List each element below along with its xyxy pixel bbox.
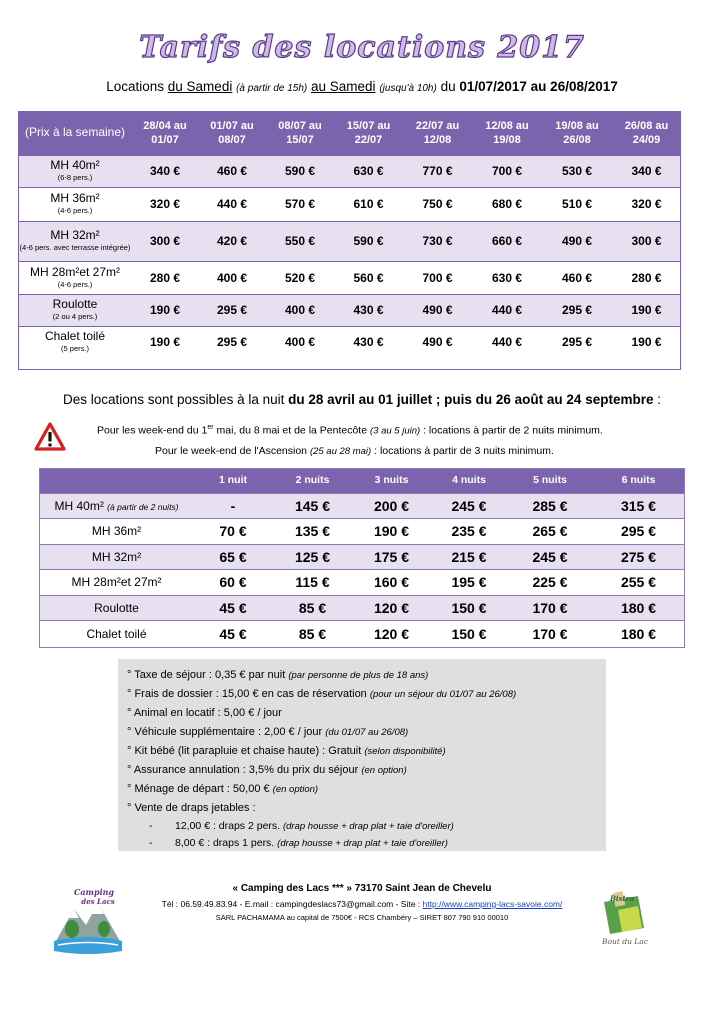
nightly-price-cell: 170 € [508,595,592,621]
weekend-rule-ascension-note: (25 au 28 mai) [309,446,372,457]
page-title: Tarifs des locations 2017 [139,30,585,65]
nightly-row [39,519,685,545]
weekly-price-cell: 295 € [198,326,266,358]
sheet-option-text: 12,00 € : draps 2 pers. [175,820,283,832]
subtitle-from-note: (à partir de 15h) [236,83,308,94]
extra-fee-text: ° Animal en locatif : 5,00 € / jour [127,707,282,719]
nightly-price-cell: 85 € [272,621,353,647]
weekly-price-cell: 590 € [266,155,334,187]
extra-fee-text: ° Taxe de séjour : 0,35 € par nuit [127,669,289,681]
nightly-price-cell: 135 € [272,519,353,545]
logo-left-text-2: des Lacs [81,897,115,906]
weekly-price-cell: 430 € [334,326,403,358]
nightly-notice-text: Des locations sont possibles à la nuit [62,392,289,407]
accommodation-capacity: (4-6 pers.) [57,279,93,289]
nightly-price-cell: 45 € [194,621,272,647]
extra-fee-item [127,704,606,723]
nightly-row [39,493,685,519]
nightly-header-nights: 1 nuit [194,468,272,493]
nightly-price-cell: 245 € [430,493,508,519]
nightly-price-cell: 275 € [592,544,685,570]
nightly-price-cell: 285 € [508,493,592,519]
extra-fee-note: (du 01/07 au 26/08) [325,727,409,738]
accommodation-capacity: (4-6 pers.) [57,206,93,215]
nightly-price-cell: 215 € [430,544,508,570]
subtitle-du: du [436,79,460,94]
weekly-price-cell: 680 € [472,187,542,221]
weekly-price-cell: 300 € [132,221,198,261]
nightly-price-cell: 85 € [272,595,353,621]
weekly-price-cell: 340 € [132,155,198,187]
weekly-price-cell: 520 € [266,261,334,294]
extra-fee-text: ° Frais de dossier : 15,00 € en cas de réservation [127,688,370,700]
nightly-price-cell: 180 € [592,621,685,647]
weekly-header-period: 15/07 au 22/07 [334,111,403,155]
weekly-price-cell: 700 € [472,155,542,187]
nightly-row [39,621,685,647]
nightly-row-label [39,519,194,545]
weekly-price-cell: 430 € [334,294,403,326]
rental-period-line [0,79,724,94]
sheet-option-text: 8,00 € : draps 1 pers. [175,837,278,849]
extra-fee-item [127,666,606,685]
weekly-row-label [18,187,132,221]
footer-legal: SARL PACHAMAMA au capital de 7500€ - RCS Chambéry – SIRET 807 790 910 00010 [215,913,509,922]
weekly-price-cell: 460 € [198,155,266,187]
weekly-header-row [18,111,681,155]
nightly-row-label [39,595,194,621]
nightly-price-cell: 265 € [508,519,592,545]
extra-fee-item [127,723,606,742]
weekly-row-label [18,326,132,358]
accommodation-name: MH 32m² [50,228,100,242]
weekly-price-cell: 440 € [198,187,266,221]
weekly-price-cell: 550 € [266,221,334,261]
sheet-option [127,835,606,852]
weekly-price-cell: 490 € [542,221,612,261]
weekly-row-label [18,155,132,187]
nightly-row-label [39,493,194,519]
extra-fee-note: (en option) [272,784,319,795]
nightly-price-cell: 65 € [194,544,272,570]
nightly-header-nights: 3 nuits [353,468,430,493]
weekend-rule-may [97,424,603,437]
weekly-price-cell: 280 € [612,261,681,294]
nightly-price-cell: 255 € [592,570,685,596]
sheet-option-note: (drap housse + drap plat + taie d'oreiller) [282,821,454,832]
extra-fee-note: (par personne de plus de 18 ans) [288,670,429,681]
weekly-price-table [18,111,681,358]
weekly-price-cell: 295 € [542,326,612,358]
nightly-rental-notice [0,392,724,407]
bistro-bout-du-lac-logo [594,888,656,948]
subtitle-prefix: Locations [106,79,168,94]
weekly-price-cell: 340 € [612,155,681,187]
nightly-price-cell: 245 € [508,544,592,570]
weekly-row-label [18,261,132,294]
weekly-price-cell: 570 € [266,187,334,221]
extra-fee-note: (pour un séjour du 01/07 au 26/08) [369,689,517,700]
weekly-price-cell: 700 € [403,261,472,294]
accommodation-name: MH 36m² [50,191,100,205]
bullet-dash: - [149,820,153,832]
nightly-price-cell: 60 € [194,570,272,596]
weekly-header-period: 12/08 au 19/08 [472,111,542,155]
weekly-price-cell: 190 € [612,326,681,358]
weekly-price-cell: 660 € [472,221,542,261]
subtitle-dates: 01/07/2017 au 26/08/2017 [459,79,618,94]
weekly-price-cell: 730 € [403,221,472,261]
weekend-rule-may-sup: er [207,424,214,431]
weekly-price-cell: 190 € [132,326,198,358]
extra-fees-box [118,659,606,851]
extra-fee-text: ° Ménage de départ : 50,00 € [127,783,273,795]
weekly-header-period: 26/08 au 24/09 [612,111,681,155]
weekly-price-cell: 320 € [612,187,681,221]
weekend-rule-may-text: Pour les week-end du 1 [97,424,208,437]
nightly-price-cell: 315 € [592,493,685,519]
nightly-row [39,544,685,570]
accommodation-name: MH 28m²et 27m² [71,575,162,590]
weekly-header-period: 01/07 au 08/07 [198,111,266,155]
nightly-price-cell: 225 € [508,570,592,596]
weekly-price-cell: 190 € [612,294,681,326]
weekend-rule-may-min: : locations à partir de 2 nuits minimum. [420,424,603,437]
weekly-price-cell: 750 € [403,187,472,221]
weekly-price-cell: 400 € [198,261,266,294]
nightly-header-nights: 2 nuits [272,468,353,493]
extra-fee-note: (selon disponibilité) [364,746,446,757]
weekly-row-label [18,294,132,326]
nightly-price-cell: 160 € [353,570,430,596]
extra-fee-item [127,780,606,799]
nightly-header-row [39,468,685,493]
weekly-price-cell: 300 € [612,221,681,261]
footer-camping-name: « Camping des Lacs *** » 73170 Saint Jean de Chevelu [232,883,492,894]
weekly-price-cell: 295 € [198,294,266,326]
accommodation-name: Roulotte [52,297,98,311]
weekly-price-cell: 295 € [542,294,612,326]
nightly-price-cell: 120 € [353,595,430,621]
extra-fee-item [127,761,606,780]
extra-fee-text: ° Assurance annulation : 3,5% du prix du séjour [127,764,362,776]
nightly-header-nights: 4 nuits [430,468,508,493]
weekly-price-cell: 280 € [132,261,198,294]
weekly-header-period: 22/07 au 12/08 [403,111,472,155]
sheet-option-note: (drap housse + drap plat + taie d'oreiller) [277,838,448,849]
accommodation-name: MH 36m² [91,524,142,539]
weekly-price-cell: 460 € [542,261,612,294]
nightly-price-cell: 120 € [353,621,430,647]
accommodation-capacity: (5 pers.) [61,344,89,354]
weekend-rule-ascension [155,445,554,457]
nightly-header-blank [39,468,194,493]
sheet-option [127,818,606,835]
nightly-price-cell: 125 € [272,544,353,570]
extra-fee-text: ° Kit bébé (lit parapluie et chaise haute) : Gratuit [127,745,365,757]
extra-fee-note: (en option) [361,765,407,776]
warning-icon [34,422,66,452]
accommodation-capacity: (6-8 pers.) [57,173,93,182]
weekly-header-period: 28/04 au 01/07 [132,111,198,155]
nightly-price-cell: 150 € [430,595,508,621]
weekly-price-cell: 490 € [403,326,472,358]
nightly-price-cell: 45 € [194,595,272,621]
logo-left-text-1: Camping [73,887,115,897]
weekly-price-cell: 400 € [266,326,334,358]
logo-right-text-1: Bistro [610,894,635,903]
nightly-row [39,595,685,621]
accommodation-name: MH 40m² [54,498,104,513]
weekly-header-period: 08/07 au 15/07 [266,111,334,155]
weekly-price-cell: 420 € [198,221,266,261]
logo-right-text-2: Bout du Lac [602,937,648,946]
accommodation-name: MH 32m² [91,549,142,564]
nightly-notice-dates: du 28 avril au 01 juillet ; puis du 26 août au 24 septembre [288,392,654,407]
weekly-row [18,294,681,326]
weekend-rule-ascension-text: Pour le week-end de l'Ascension [155,445,310,457]
subtitle-to-note: (jusqu'à 10h) [379,83,437,94]
nightly-price-cell: 235 € [430,519,508,545]
extra-fee-item [127,799,606,818]
weekly-price-cell: 590 € [334,221,403,261]
weekly-price-cell: 490 € [403,294,472,326]
nightly-price-cell: 200 € [353,493,430,519]
accommodation-capacity: (4-6 pers. avec terrasse intégrée) [19,243,131,252]
nightly-price-cell: 175 € [353,544,430,570]
accommodation-name: MH 40m² [50,158,100,172]
accommodation-name: MH 28m²et 27m² [29,264,121,279]
extra-fee-item [127,685,606,704]
nightly-price-cell: 195 € [430,570,508,596]
weekly-price-cell: 190 € [132,294,198,326]
nightly-price-cell: 150 € [430,621,508,647]
bullet-dash: - [149,837,153,849]
nightly-price-cell: 145 € [272,493,353,519]
extra-fee-text: ° Véhicule supplémentaire : 2,00 € / jour [127,726,326,738]
weekly-price-cell: 400 € [266,294,334,326]
weekly-price-cell: 440 € [472,294,542,326]
extra-fee-text: ° Vente de draps jetables : [127,802,256,814]
nightly-header-nights: 5 nuits [508,468,592,493]
footer-website-link[interactable]: http://www.camping-lacs-savoie.com/ [422,899,563,909]
weekly-price-cell: 610 € [334,187,403,221]
weekly-price-cell: 510 € [542,187,612,221]
nightly-price-cell: 180 € [592,595,685,621]
nightly-price-cell: 115 € [272,570,353,596]
weekly-row [18,187,681,221]
weekend-rule-ascension-min: : locations à partir de 3 nuits minimum. [371,445,554,457]
accommodation-capacity: (2 ou 4 pers.) [52,312,98,321]
weekly-row-label [18,221,132,261]
nightly-row [39,570,685,596]
weekend-rule-may-note: (3 au 5 juin) [370,425,421,437]
nightly-header-nights: 6 nuits [592,468,685,493]
nightly-price-cell: 70 € [194,519,272,545]
weekly-price-cell: 440 € [472,326,542,358]
accommodation-name: Roulotte [94,600,139,615]
weekly-price-cell: 770 € [403,155,472,187]
weekly-header-period: 19/08 au 26/08 [542,111,612,155]
nightly-row-label [39,570,194,596]
nightly-notice-colon: : [653,392,661,407]
weekly-header-price-per-week: (Prix à la semaine) [18,111,132,155]
extra-fee-item [127,742,606,761]
weekly-row [18,261,681,294]
nightly-price-cell: - [194,493,272,519]
weekly-price-cell: 630 € [472,261,542,294]
subtitle-from-day: du Samedi [167,79,233,94]
nightly-row-label [39,621,194,647]
weekly-row [18,221,681,261]
weekly-row [18,155,681,187]
weekly-price-cell: 630 € [334,155,403,187]
weekend-rule-may-text-2: mai, du 8 mai et de la Pentecôte [213,424,370,437]
weekly-price-cell: 530 € [542,155,612,187]
nightly-price-table [39,468,685,646]
footer-contact-text: Tél : 06.59.49.83.94 - E.mail : campingdeslacs73@gmail.com - Site : [161,899,423,909]
accommodation-name: Chalet toilé [86,626,147,641]
nightly-price-cell: 170 € [508,621,592,647]
weekly-price-cell: 560 € [334,261,403,294]
nightly-price-cell: 295 € [592,519,685,545]
nightly-min-note: (à partir de 2 nuits) [107,501,179,512]
weekly-row [18,326,681,358]
weekly-price-cell: 320 € [132,187,198,221]
subtitle-to-day: au Samedi [311,79,376,94]
accommodation-name: Chalet toilé [44,329,106,344]
nightly-price-cell: 190 € [353,519,430,545]
nightly-row-label [39,544,194,570]
